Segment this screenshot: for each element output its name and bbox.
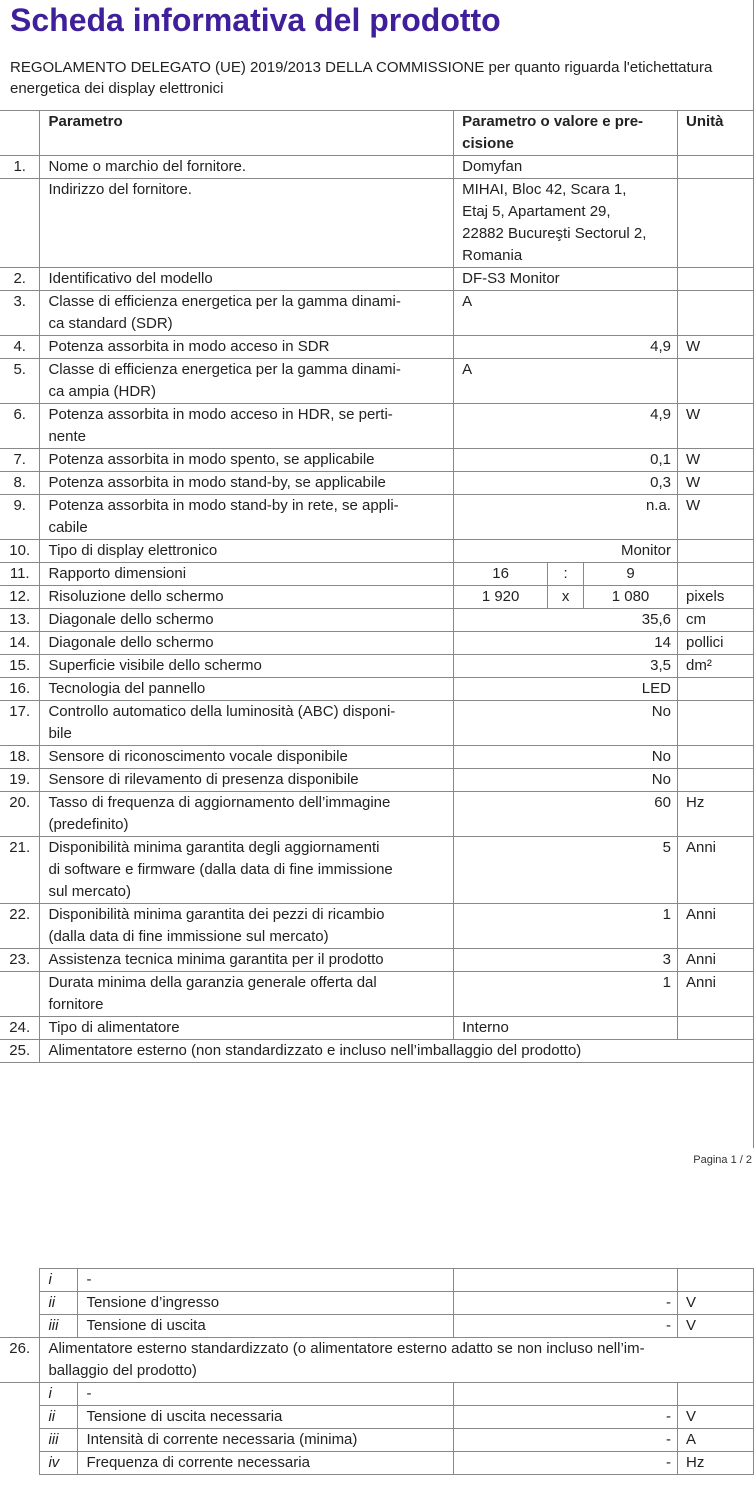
row-unit: V [678, 1315, 754, 1338]
table-row [0, 336, 754, 359]
row-unit: Anni [677, 949, 753, 972]
table-row [0, 1338, 754, 1383]
row-value: No [454, 746, 678, 769]
row-number: 7. [0, 449, 40, 472]
table-row [0, 972, 754, 1017]
row-value [454, 1383, 678, 1406]
row-value: A [454, 291, 678, 336]
row-parameter: Tecnologia del pannello [40, 678, 454, 701]
row-number: 23. [0, 949, 40, 972]
row-unit [678, 1383, 754, 1406]
roman-index: iv [40, 1452, 78, 1475]
row-number: 22. [0, 904, 40, 949]
row-value: LED [454, 678, 678, 701]
row-unit: Anni [677, 837, 753, 904]
row-parameter: Tensione d’ingresso [78, 1292, 454, 1315]
row-parameter: Classe di efficienza energetica per la gamma dinami- ca standard (SDR) [40, 291, 454, 336]
row-unit: Hz [677, 792, 753, 837]
table-row [0, 586, 754, 609]
row-parameter: Diagonale dello schermo [40, 609, 454, 632]
row-parameter: Potenza assorbita in modo acceso in HDR, se perti- nente [40, 404, 454, 449]
row-value: 35,6 [454, 609, 678, 632]
row-unit [677, 678, 753, 701]
row-value-a: 1 920 [454, 586, 548, 609]
row-number: 14. [0, 632, 40, 655]
row-value: DF-S3 Monitor [454, 268, 678, 291]
row-number: 6. [0, 404, 40, 449]
row-value: Domyfan [454, 156, 678, 179]
row-number: 9. [0, 495, 40, 540]
table-row [0, 540, 754, 563]
row-number: 8. [0, 472, 40, 495]
row-value: 60 [454, 792, 678, 837]
row-value: - [454, 1406, 678, 1429]
row-parameter: Rapporto dimensioni [40, 563, 454, 586]
row-number: 18. [0, 746, 40, 769]
header-unit: Unità [677, 111, 753, 156]
row-unit: Anni [677, 972, 753, 1017]
row-parameter: Tasso di frequenza di aggiornamento dell’immagine (predefinito) [40, 792, 454, 837]
row-number: 21. [0, 837, 40, 904]
row-number: 20. [0, 792, 40, 837]
row-parameter: Disponibilità minima garantita degli aggiornamenti di software e firmware (dalla data di fine immissione sul mercato) [40, 837, 454, 904]
row-parameter: Tipo di alimentatore [40, 1017, 454, 1040]
row-value: Interno [454, 1017, 678, 1040]
row-number: 11. [0, 563, 40, 586]
table-row [0, 156, 754, 179]
row-parameter: Tensione di uscita [78, 1315, 454, 1338]
row-number [0, 1315, 40, 1338]
table-row [0, 746, 754, 769]
row-number: 5. [0, 359, 40, 404]
row-value: - [454, 1429, 678, 1452]
row-parameter: Potenza assorbita in modo stand-by, se applicabile [40, 472, 454, 495]
row-parameter: Sensore di riconoscimento vocale disponibile [40, 746, 454, 769]
regulation-text: REGOLAMENTO DELEGATO (UE) 2019/2013 DELLA COMMISSIONE per quanto riguarda l'etichettatura energetica dei display elettronici [10, 59, 713, 97]
row-number [0, 1452, 40, 1475]
row-number: 25. [0, 1040, 40, 1063]
table-row [0, 792, 754, 837]
row-value: 0,1 [454, 449, 678, 472]
row-number: 19. [0, 769, 40, 792]
row-number: 10. [0, 540, 40, 563]
row-number: 3. [0, 291, 40, 336]
page-title: Scheda informativa del prodotto [10, 2, 501, 38]
table-row [0, 179, 754, 268]
row-value: n.a. [454, 495, 678, 540]
roman-index: iii [40, 1315, 78, 1338]
row-parameter: Intensità di corrente necessaria (minima) [78, 1429, 454, 1452]
row-value-b: 9 [584, 563, 678, 586]
table-row [0, 472, 754, 495]
row-value: No [454, 769, 678, 792]
row-unit [677, 156, 753, 179]
row-value: 4,9 [454, 404, 678, 449]
row-value [454, 1269, 678, 1292]
row-unit [677, 746, 753, 769]
table-row [0, 495, 754, 540]
row-parameter: - [78, 1269, 454, 1292]
roman-index: i [40, 1269, 78, 1292]
table-row [0, 1040, 754, 1063]
table-row [0, 632, 754, 655]
sub-row [0, 1406, 754, 1429]
row-value: 14 [454, 632, 678, 655]
row-unit [677, 1017, 753, 1040]
row-unit: V [678, 1292, 754, 1315]
row-unit [677, 769, 753, 792]
table-row [0, 449, 754, 472]
row-value: No [454, 701, 678, 746]
row-unit [677, 563, 753, 586]
row-value: 1 [454, 972, 678, 1017]
roman-index: iii [40, 1429, 78, 1452]
table-row [0, 655, 754, 678]
sub-row [0, 1452, 754, 1475]
row-parameter: Alimentatore esterno (non standardizzato e incluso nell’imballaggio del prodotto) [40, 1040, 754, 1063]
row-number: 24. [0, 1017, 40, 1040]
row-unit: pollici [677, 632, 753, 655]
row-unit [677, 291, 753, 336]
sub-row [0, 1429, 754, 1452]
row-value-b: 1 080 [584, 586, 678, 609]
row-value: 3 [454, 949, 678, 972]
row-number: 15. [0, 655, 40, 678]
row-value: 0,3 [454, 472, 678, 495]
row-parameter: Potenza assorbita in modo spento, se applicabile [40, 449, 454, 472]
row-unit [677, 179, 753, 268]
row-unit: W [677, 472, 753, 495]
row-number: 12. [0, 586, 40, 609]
row-unit: cm [677, 609, 753, 632]
power-supply-table [0, 1268, 754, 1475]
row-value: - [454, 1315, 678, 1338]
page-footer: Pagina 1 / 2 [693, 1154, 752, 1166]
header-parameter: Parametro [40, 111, 454, 156]
table-row [0, 904, 754, 949]
sub-row [0, 1292, 754, 1315]
row-parameter: Identificativo del modello [40, 268, 454, 291]
row-parameter: Assistenza tecnica minima garantita per il prodotto [40, 949, 454, 972]
row-value: 4,9 [454, 336, 678, 359]
row-unit: W [677, 495, 753, 540]
header-num-cell [0, 111, 40, 156]
table-row [0, 949, 754, 972]
row-value-a: 16 [454, 563, 548, 586]
row-unit: W [677, 449, 753, 472]
row-unit: pixels [677, 586, 753, 609]
row-value: A [454, 359, 678, 404]
table-row [0, 404, 754, 449]
sub-row [0, 1383, 754, 1406]
row-number [0, 1383, 40, 1406]
row-unit [678, 1269, 754, 1292]
row-value: 1 [454, 904, 678, 949]
sub-row [0, 1269, 754, 1292]
row-number: 2. [0, 268, 40, 291]
row-unit: V [678, 1406, 754, 1429]
row-parameter: Classe di efficienza energetica per la gamma dinami- ca ampia (HDR) [40, 359, 454, 404]
row-parameter: Potenza assorbita in modo acceso in SDR [40, 336, 454, 359]
row-parameter: - [78, 1383, 454, 1406]
row-number: 4. [0, 336, 40, 359]
row-number [0, 1429, 40, 1452]
table-row [0, 769, 754, 792]
row-number: 13. [0, 609, 40, 632]
row-parameter: Alimentatore esterno standardizzato (o alimentatore esterno adatto se non incluso nell’im- ballaggio del prodotto) [40, 1338, 754, 1383]
row-value-separator: : [548, 563, 584, 586]
table-row [0, 837, 754, 904]
row-value: - [454, 1292, 678, 1315]
row-unit: A [678, 1429, 754, 1452]
row-unit [677, 701, 753, 746]
row-value-separator: x [548, 586, 584, 609]
row-parameter: Indirizzo del fornitore. [40, 179, 454, 268]
row-unit: W [677, 404, 753, 449]
row-number [0, 1269, 40, 1292]
row-parameter: Nome o marchio del fornitore. [40, 156, 454, 179]
roman-index: i [40, 1383, 78, 1406]
table-row [0, 291, 754, 336]
row-parameter: Potenza assorbita in modo stand-by in rete, se appli- cabile [40, 495, 454, 540]
table-row [0, 1017, 754, 1040]
table-row [0, 678, 754, 701]
table-row [0, 563, 754, 586]
roman-index: ii [40, 1292, 78, 1315]
row-unit: dm² [677, 655, 753, 678]
sub-row [0, 1315, 754, 1338]
row-number: 26. [0, 1338, 40, 1383]
row-unit [677, 359, 753, 404]
row-parameter: Controllo automatico della luminosità (ABC) disponi- bile [40, 701, 454, 746]
row-unit [677, 540, 753, 563]
row-parameter: Durata minima della garanzia generale offerta dal fornitore [40, 972, 454, 1017]
row-number: 1. [0, 156, 40, 179]
row-parameter: Diagonale dello schermo [40, 632, 454, 655]
row-number: 17. [0, 701, 40, 746]
row-parameter: Frequenza di corrente necessaria [78, 1452, 454, 1475]
table-row [0, 609, 754, 632]
row-parameter: Risoluzione dello schermo [40, 586, 454, 609]
row-value: - [454, 1452, 678, 1475]
row-unit: Hz [678, 1452, 754, 1475]
row-number [0, 1292, 40, 1315]
row-parameter: Tensione di uscita necessaria [78, 1406, 454, 1429]
row-value: 3,5 [454, 655, 678, 678]
row-parameter: Tipo di display elettronico [40, 540, 454, 563]
roman-index: ii [40, 1406, 78, 1429]
row-number [0, 972, 40, 1017]
row-unit: Anni [677, 904, 753, 949]
table-row [0, 359, 754, 404]
table-row [0, 701, 754, 746]
row-parameter: Sensore di rilevamento di presenza disponibile [40, 769, 454, 792]
row-number [0, 179, 40, 268]
header-value: Parametro o valore e pre- cisione [454, 111, 678, 156]
row-parameter: Disponibilità minima garantita dei pezzi di ricambio (dalla data di fine immissione sul mercato) [40, 904, 454, 949]
product-info-table [0, 110, 754, 1063]
row-number [0, 1406, 40, 1429]
row-number: 16. [0, 678, 40, 701]
row-value: Monitor [454, 540, 678, 563]
row-parameter: Superficie visibile dello schermo [40, 655, 454, 678]
row-unit: W [677, 336, 753, 359]
header-row [0, 111, 754, 156]
row-value: 5 [454, 837, 678, 904]
row-value: MIHAI, Bloc 42, Scara 1, Etaj 5, Apartament 29, 22882 Bucureşti Sectorul 2, Romania [454, 179, 678, 268]
table-row [0, 268, 754, 291]
row-unit [677, 268, 753, 291]
